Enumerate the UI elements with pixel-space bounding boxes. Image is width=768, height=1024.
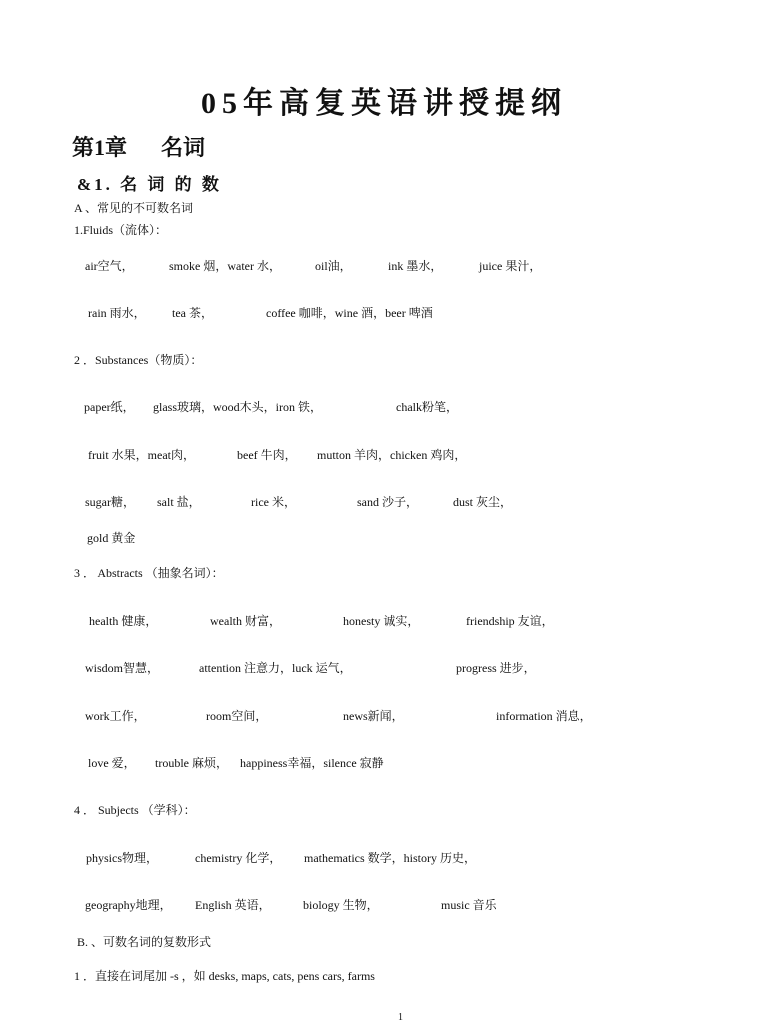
rule-1: 1 ．直接在词尾加 -s ，如 desks, maps, cats, pens cars, farms bbox=[74, 969, 375, 983]
vocab-item: geography地理， bbox=[85, 898, 172, 912]
vocab-item: air空气， bbox=[85, 259, 134, 273]
vocab-item: mathematics 数学，history 历史， bbox=[304, 851, 476, 865]
fluids-heading: 1.Fluids（流体）： bbox=[74, 223, 168, 237]
chapter-heading bbox=[72, 131, 205, 162]
vocab-item: dust 灰尘， bbox=[453, 495, 513, 509]
vocab-item: work工作， bbox=[85, 709, 146, 723]
vocab-item: juice 果汁， bbox=[479, 259, 542, 273]
vocab-item: salt 盐， bbox=[157, 495, 201, 509]
vocab-item: health 健康， bbox=[89, 614, 158, 628]
vocab-item: sugar糖， bbox=[85, 495, 135, 509]
vocab-item: biology 生物， bbox=[303, 898, 379, 912]
vocab-item: English 英语， bbox=[195, 898, 271, 912]
vocab-item: honesty 诚实， bbox=[343, 614, 420, 628]
vocab-item: mutton 羊肉，chicken 鸡肉， bbox=[317, 448, 467, 462]
chapter-number: 第1章 bbox=[72, 135, 128, 160]
vocab-item: wisdom智慧， bbox=[85, 661, 160, 675]
substances-heading: 2 ．Substances（物质）： bbox=[74, 353, 203, 367]
vocab-item: gold 黄金 bbox=[87, 531, 136, 545]
vocab-item: news新闻， bbox=[343, 709, 404, 723]
vocab-item: love 爱， bbox=[88, 756, 136, 770]
abstracts-heading: 3 ． Abstracts （抽象名词）： bbox=[74, 566, 224, 580]
chapter-name: 名词 bbox=[161, 135, 206, 160]
vocab-item: attention 注意力，luck 运气， bbox=[199, 661, 352, 675]
vocab-item: coffee 咖啡，wine 酒，beer 啤酒 bbox=[266, 306, 433, 320]
subjects-heading: 4 ． Subjects （学科）： bbox=[74, 803, 196, 817]
vocab-item: sand 沙子， bbox=[357, 495, 418, 509]
vocab-item: friendship 友谊， bbox=[466, 614, 554, 628]
vocab-item: chemistry 化学， bbox=[195, 851, 282, 865]
vocab-item: rain 雨水， bbox=[88, 306, 146, 320]
vocab-item: chalk粉笔， bbox=[396, 400, 458, 414]
vocab-item: happiness幸福，silence 寂静 bbox=[240, 756, 384, 770]
vocab-item: ink 墨水， bbox=[388, 259, 443, 273]
vocab-item: beef 牛肉， bbox=[237, 448, 297, 462]
vocab-item: progress 进步， bbox=[456, 661, 536, 675]
page-number: 1 bbox=[398, 1012, 403, 1023]
vocab-item: wealth 财富， bbox=[210, 614, 281, 628]
part-b-heading: B. 、可数名词的复数形式 bbox=[77, 935, 212, 949]
vocab-item: physics物理， bbox=[86, 851, 159, 865]
part-a-heading: A 、常见的不可数名词 bbox=[74, 201, 194, 215]
vocab-item: trouble 麻烦， bbox=[155, 756, 228, 770]
document-title: 05年高复英语讲授提纲 bbox=[201, 87, 567, 120]
vocab-item: room空间， bbox=[206, 709, 268, 723]
vocab-item: tea 茶， bbox=[172, 306, 213, 320]
vocab-item: information 消息， bbox=[496, 709, 592, 723]
vocab-item: oil油， bbox=[315, 259, 352, 273]
vocab-item: smoke 烟，water 水， bbox=[169, 259, 281, 273]
vocab-item: rice 米， bbox=[251, 495, 296, 509]
vocab-item: fruit 水果，meat肉， bbox=[88, 448, 195, 462]
vocab-item: paper纸， bbox=[84, 400, 135, 414]
vocab-item: glass玻璃，wood木头，iron 铁， bbox=[153, 400, 322, 414]
vocab-item: music 音乐 bbox=[441, 898, 497, 912]
section-heading: &1. 名 词 的 数 bbox=[77, 175, 222, 194]
